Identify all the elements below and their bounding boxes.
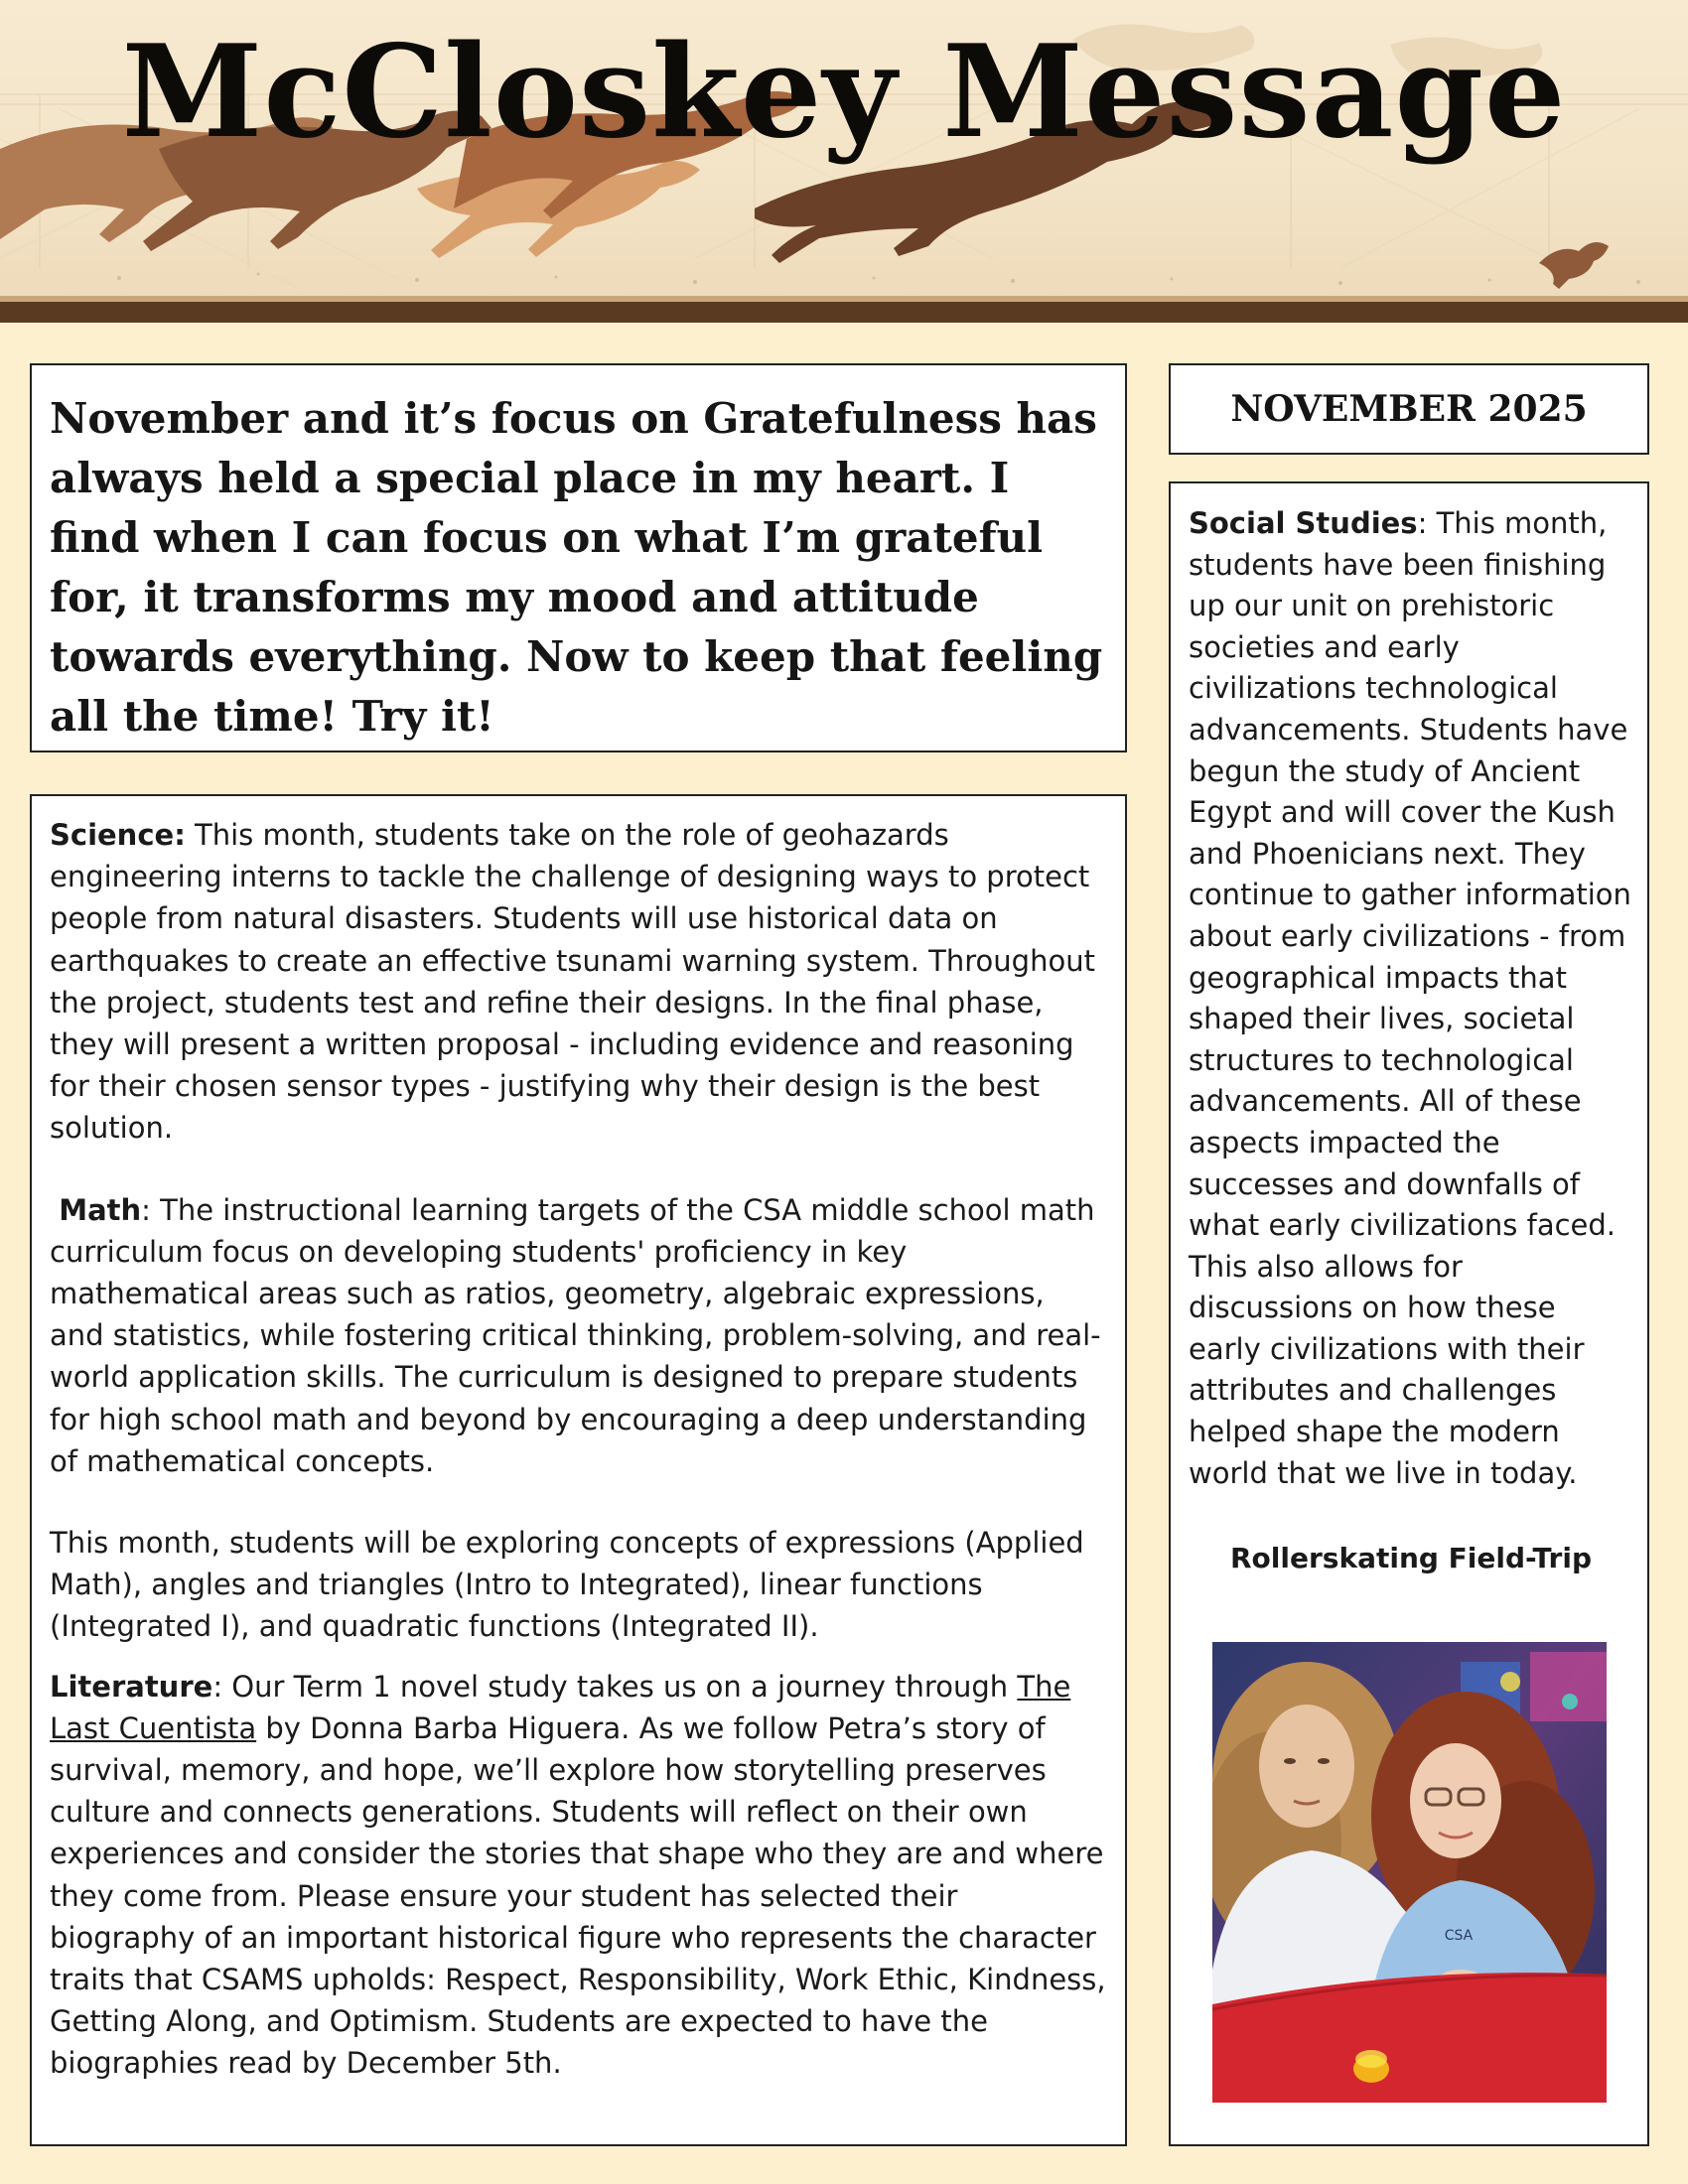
subjects-box: [30, 794, 1127, 2146]
newsletter-title: McCloskey Message: [121, 18, 1567, 167]
literature-label: Literature: [50, 1669, 213, 1704]
issue-date: NOVEMBER 2025: [1230, 388, 1588, 430]
social-studies-section: [1189, 503, 1633, 1494]
issue-date-box: [1169, 363, 1649, 455]
photo-caption: Rollerskating Field-Trip: [1229, 1542, 1592, 1575]
literature-text-b: by Donna Barba Higuera. As we follow Petra’s story of survival, memory, and hope, we’ll explore how storytelling preserves culture and connects generations. Students will reflect on their own experiences and consider the stories that shape who they are and where they come from. Please ensure your student has selected their biography of an important historical figure who represents the character traits that CSAMS upholds: Respect, Responsibility, Work Ethic, Kindness, Getting Along, and Optimism. Students are expected to have the biographies read by December 5th.: [50, 1710, 1106, 2081]
book-title: The Last Cuentista: [50, 1669, 1071, 1745]
intro-message-text: November and it’s focus on Gratefulness has always held a special place in my heart. I find when I can focus on what I’m grateful for, it transforms my mood and attitude towards everything. Now to keep that feeling all the time! Try it!: [50, 394, 1103, 741]
intro-message-box: [30, 363, 1127, 752]
social-studies-text: : This month, students have been finishing up our unit on prehistoric societies and early civilizations technological advancements. Students have begun the study of Ancient Egypt and will cover the Kush and Phoenicians next. They continue to gather information about early civilizations - from geographical impacts that shaped their lives, societal structures to technological advancements. All of these aspects impacted the successes and downfalls of what early civilizations faced. This also allows for discussions on how these early civilizations with their attributes and challenges helped shape the modern world that we live in today.: [1189, 506, 1631, 1490]
math-text: : The instructional learning targets of the CSA middle school math curriculum focus on developing students' proficiency in key mathematical areas such as ratios, geometry, algebraic expressions, and statistics, while fostering critical thinking, problem-solving, and real-world application skills. The curriculum is designed to prepare students for high school math and beyond by encouraging a deep understanding of mathematical concepts.: [50, 1192, 1101, 1478]
science-label: Science:: [50, 818, 186, 852]
math-monthly-topics: This month, students will be exploring concepts of expressions (Applied Math), angles and triangles (Intro to Integrated), linear functions (Integrated I), and quadratic functions (Integrated II).: [50, 1526, 1084, 1644]
social-studies-label: Social Studies: [1189, 506, 1418, 540]
math-section: [50, 1189, 1107, 1482]
field-trip-photo: [1212, 1642, 1607, 2103]
shirt-logo-text: CSA: [1444, 1928, 1474, 1944]
literature-text-a: : Our Term 1 novel study takes us on a journey through: [212, 1669, 1018, 1704]
sidebar-box: [1169, 481, 1649, 2146]
science-text: This month, students take on the role of geohazards engineering interns to tackle the challenge of designing ways to protect people from natural disasters. Students will use historical data on earthquakes to create an effective tsunami warning system. Throughout the project, students test and refine their designs. In the final phase, they will present a written proposal - including evidence and reasoning for their chosen sensor types - justifying why their design is the best solution.: [50, 818, 1095, 1146]
science-section: [50, 814, 1107, 1150]
literature-section: [50, 1666, 1107, 2085]
math-label: Math: [59, 1192, 142, 1227]
header-banner: [0, 0, 1688, 323]
